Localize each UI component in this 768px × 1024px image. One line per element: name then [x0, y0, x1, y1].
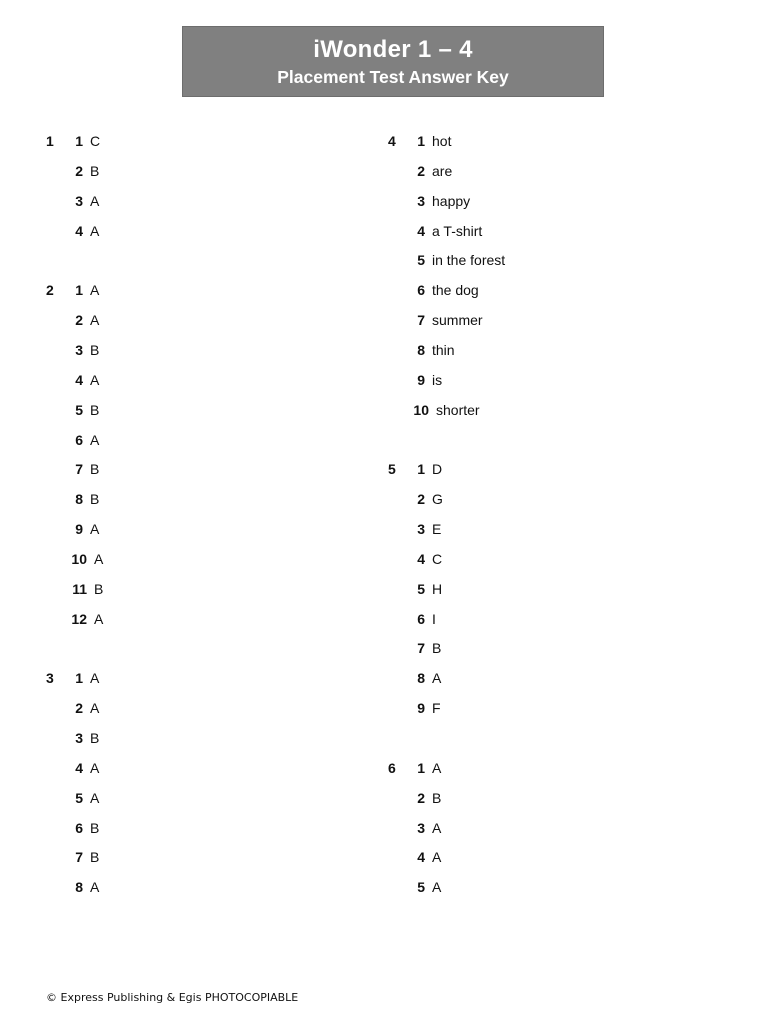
item-number: 4 — [75, 222, 83, 239]
item-number: 12 — [71, 610, 87, 627]
item-number: 3 — [75, 192, 83, 209]
item-number: 1 — [75, 282, 83, 299]
item-answer: C — [432, 550, 443, 567]
item-number: 4 — [417, 849, 425, 866]
item-answer: B — [90, 819, 100, 836]
item-answer: B — [90, 730, 100, 746]
item-answer: in the forest — [432, 252, 506, 269]
item-number: 8 — [417, 670, 425, 687]
item-number: 8 — [75, 879, 83, 896]
item-answer: B — [90, 162, 100, 179]
item-number: 8 — [75, 491, 83, 508]
item-number: 4 — [75, 371, 83, 388]
section-number: 5 — [388, 461, 396, 478]
item-answer: A — [432, 819, 442, 836]
item-number: 4 — [75, 759, 83, 776]
item-answer: A — [90, 879, 100, 896]
item-number: 6 — [417, 610, 425, 627]
item-answer: summer — [432, 312, 483, 329]
item-answer: E — [432, 521, 442, 538]
item-number: 5 — [417, 879, 425, 896]
item-number: 5 — [75, 401, 83, 418]
item-answer: A — [90, 282, 100, 299]
item-answer: B — [94, 580, 104, 597]
item-number: 3 — [75, 341, 83, 358]
item-number: 2 — [75, 700, 83, 717]
item-number: 7 — [417, 312, 425, 329]
item-number: 7 — [75, 461, 83, 478]
section-number: 3 — [46, 670, 54, 687]
item-number: 5 — [75, 789, 83, 806]
item-answer: D — [432, 461, 443, 478]
item-number: 1 — [75, 133, 83, 149]
item-answer: A — [432, 670, 442, 687]
item-answer: A — [90, 670, 100, 687]
item-answer: A — [432, 879, 442, 896]
item-answer: A — [90, 759, 100, 776]
item-number: 5 — [417, 580, 425, 597]
item-number: 10 — [413, 401, 429, 418]
item-answer: A — [90, 431, 100, 448]
item-number: 3 — [417, 819, 425, 836]
item-answer: A — [90, 700, 100, 717]
item-number: 7 — [417, 640, 425, 657]
item-number: 3 — [417, 521, 425, 538]
item-number: 9 — [417, 371, 425, 388]
item-answer: B — [90, 341, 100, 358]
item-answer: A — [94, 610, 104, 627]
item-answer: hot — [432, 133, 452, 149]
item-number: 2 — [75, 312, 83, 329]
item-answer: A — [90, 371, 100, 388]
item-answer: shorter — [436, 401, 480, 418]
item-answer: thin — [432, 341, 455, 358]
item-number: 4 — [417, 550, 425, 567]
item-number: 6 — [75, 431, 83, 448]
section-number: 4 — [388, 133, 396, 149]
copyright-footer: © Express Publishing & Egis PHOTOCOPIABLE — [46, 991, 299, 1004]
item-answer: happy — [432, 192, 471, 209]
item-number: 7 — [75, 849, 83, 866]
item-number: 2 — [417, 162, 425, 179]
item-number: 4 — [417, 222, 425, 239]
page-title: iWonder 1 – 4 — [313, 36, 473, 63]
item-number: 2 — [75, 162, 83, 179]
item-answer: I — [432, 610, 436, 627]
item-answer: B — [90, 849, 100, 866]
item-answer: A — [90, 222, 100, 239]
section-number: 1 — [46, 133, 54, 149]
section-number: 2 — [46, 282, 54, 299]
item-number: 1 — [417, 759, 425, 776]
item-answer: A — [90, 789, 100, 806]
item-answer: is — [432, 371, 443, 388]
item-answer: G — [432, 491, 443, 508]
item-answer: B — [90, 401, 100, 418]
item-number: 6 — [75, 819, 83, 836]
item-answer: C — [90, 133, 101, 149]
item-answer: B — [90, 461, 100, 478]
item-number: 2 — [417, 789, 425, 806]
item-number: 1 — [417, 461, 425, 478]
item-answer: A — [90, 521, 100, 538]
item-answer: B — [432, 640, 442, 657]
item-answer: the dog — [432, 282, 479, 299]
item-answer: B — [432, 789, 442, 806]
item-number: 3 — [75, 730, 83, 746]
item-number: 1 — [417, 133, 425, 149]
item-number: 10 — [71, 550, 87, 567]
item-answer: F — [432, 700, 441, 717]
item-number: 11 — [72, 580, 87, 597]
section-number: 6 — [388, 759, 396, 776]
item-answer: A — [432, 849, 442, 866]
item-number: 3 — [417, 192, 425, 209]
item-answer: A — [432, 759, 442, 776]
item-answer: H — [432, 580, 443, 597]
item-number: 8 — [417, 341, 425, 358]
item-number: 2 — [417, 491, 425, 508]
item-answer: B — [90, 491, 100, 508]
item-number: 1 — [75, 670, 83, 687]
item-answer: A — [90, 312, 100, 329]
page-subtitle: Placement Test Answer Key — [277, 67, 509, 87]
item-answer: are — [432, 162, 453, 179]
item-answer: A — [94, 550, 104, 567]
item-number: 9 — [417, 700, 425, 717]
item-number: 6 — [417, 282, 425, 299]
item-number: 5 — [417, 252, 425, 269]
item-answer: a T-shirt — [432, 222, 483, 239]
item-number: 9 — [75, 521, 83, 538]
item-answer: A — [90, 192, 100, 209]
